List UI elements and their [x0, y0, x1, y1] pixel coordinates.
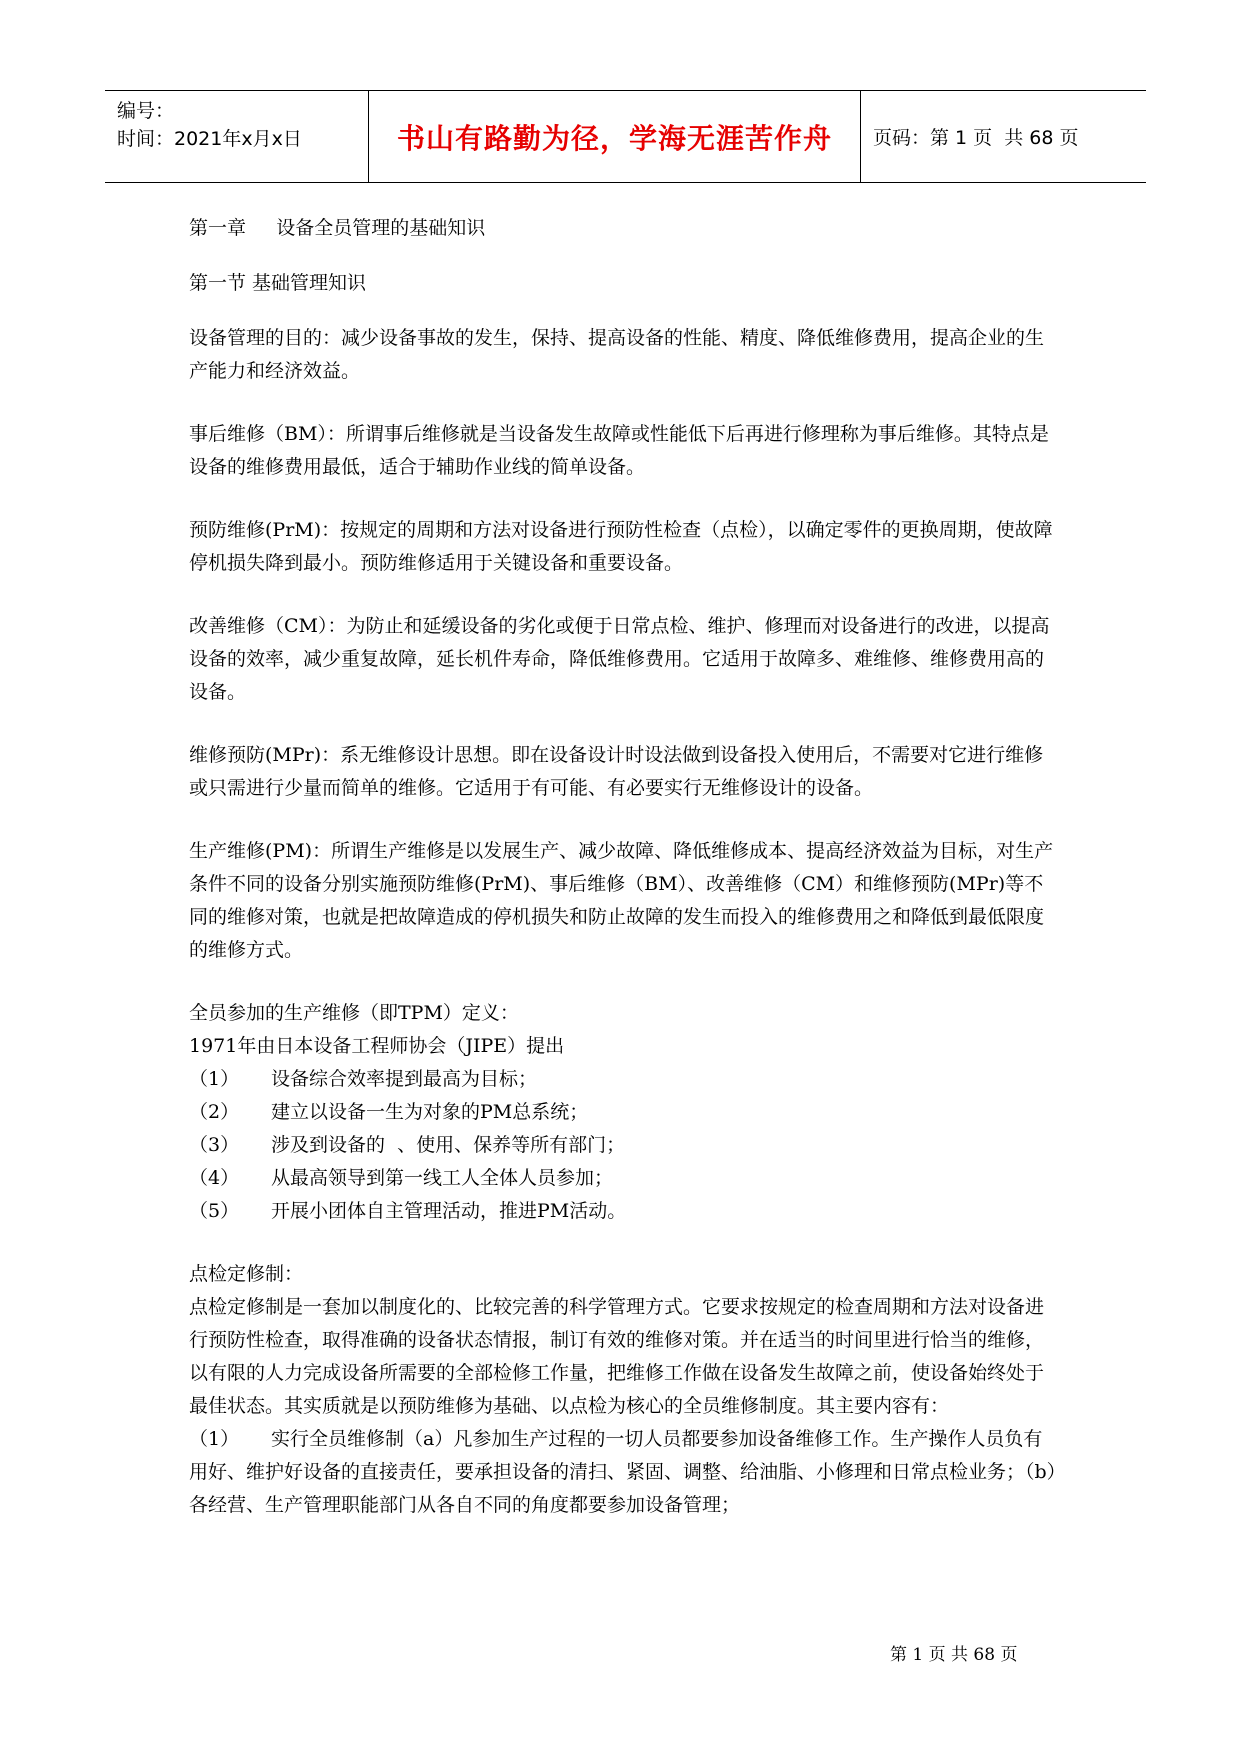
- paragraph-cm: 改善维修（CM）：为防止和延缓设备的劣化或便于日常点检、维护、修理而对设备进行的改进，以提高设备的效率，减少重复故障，延长机件寿命，降低维修费用。它适用于故障多、难维修、维修费用高的设备。: [189, 615, 1050, 703]
- list-item: [189, 1063, 1059, 1096]
- header-info: [117, 97, 365, 153]
- inspection-title: 点检定修制：: [189, 1263, 304, 1285]
- inspection-item-1-text: 实行全员维修制（a）凡参加生产过程的一切人员都要参加设备维修工作。生产操作人员负有用好、维护好设备的直接责任，要承担设备的清扫、紧固、调整、给油脂、小修理和日常点检业务；（b）各经营、生产管理职能部门从各自不同的角度都要参加设备管理；: [189, 1428, 1057, 1516]
- list-item-text: 涉及到设备的 、使用、保养等所有部门；: [271, 1134, 626, 1156]
- list-item: [189, 1129, 1059, 1162]
- list-item-number: （5）: [189, 1200, 240, 1222]
- header-motto: 书山有路勤为径，学海无涯苦作舟: [396, 121, 832, 155]
- header-page-info: [873, 91, 1079, 182]
- chapter-title: 第一章 设备全员管理的基础知识: [189, 217, 486, 239]
- header-page-label: 页码：第 1 页 共 68 页: [873, 127, 1079, 149]
- list-item-number: （3）: [189, 1134, 240, 1156]
- header-time-label: 时间：2021年x月x日: [117, 128, 302, 150]
- header-number-label: 编号：: [117, 100, 175, 122]
- inspection-item-1: [189, 1423, 1059, 1522]
- list-item-number: （2）: [189, 1101, 240, 1123]
- header-divider-right: [860, 91, 861, 182]
- paragraph-bm: 事后维修（BM）：所谓事后维修就是当设备发生故障或性能低下后再进行修理称为事后维修。其特点是设备的维修费用最低，适合于辅助作业线的简单设备。: [189, 423, 1049, 478]
- inspection-item-1-number: （1）: [189, 1428, 240, 1450]
- list-item-text: 从最高领导到第一线工人全体人员参加；: [271, 1167, 614, 1189]
- list-item-text: 开展小团体自主管理活动，推进PM活动。: [271, 1200, 627, 1222]
- tpm-title: 全员参加的生产维修（即TPM）定义：: [189, 1002, 519, 1024]
- paragraph-mpr: 维修预防(MPr)：系无维修设计思想。即在设备设计时设法做到设备投入使用后，不需要对它进行维修或只需进行少量而简单的维修。它适用于有可能、有必要实行无维修设计的设备。: [189, 744, 1044, 799]
- page-footer: 第 1 页 共 68 页: [890, 1645, 1018, 1665]
- section-title: 第一节 基础管理知识: [189, 272, 367, 294]
- tpm-origin: 1971年由日本设备工程师协会（JIPE）提出: [189, 1035, 565, 1057]
- list-item: [189, 1162, 1059, 1195]
- page-header: [105, 90, 1146, 183]
- paragraph-prm: 预防维修(PrM)：按规定的周期和方法对设备进行预防性检查（点检），以确定零件的更换周期，使故障停机损失降到最小。预防维修适用于关键设备和重要设备。: [189, 519, 1053, 574]
- list-item-number: （1）: [189, 1068, 240, 1090]
- paragraph-purpose: 设备管理的目的：减少设备事故的发生，保持、提高设备的性能、精度、降低维修费用，提高企业的生产能力和经济效益。: [189, 327, 1045, 382]
- inspection-body: 点检定修制是一套加以制度化的、比较完善的科学管理方式。它要求按规定的检查周期和方法对设备进行预防性检查，取得准确的设备状态情报，制订有效的维修对策。并在适当的时间里进行恰当的维修，以有限的人力完成设备所需要的全部检修工作量，把维修工作做在设备发生故障之前，使设备始终处于最佳状态。其实质就是以预防维修为基础、以点检为核心的全员维修制度。其主要内容有：: [189, 1296, 1045, 1417]
- list-item-number: （4）: [189, 1167, 240, 1189]
- list-item: [189, 1096, 1059, 1129]
- document-body: [189, 212, 1059, 1522]
- list-item-text: 建立以设备一生为对象的PM总系统；: [271, 1101, 589, 1123]
- list-item: [189, 1195, 1059, 1228]
- list-item-text: 设备综合效率提到最高为目标；: [271, 1068, 538, 1090]
- paragraph-pm: 生产维修(PM)：所谓生产维修是以发展生产、减少故障、降低维修成本、提高经济效益为目标，对生产条件不同的设备分别实施预防维修(PrM)、事后维修（BM）、改善维修（CM）和维修预防(MPr)等不同的维修对策，也就是把故障造成的停机损失和防止故障的发生而投入的维修费用之和降低到最低限度的维修方式。: [189, 840, 1054, 961]
